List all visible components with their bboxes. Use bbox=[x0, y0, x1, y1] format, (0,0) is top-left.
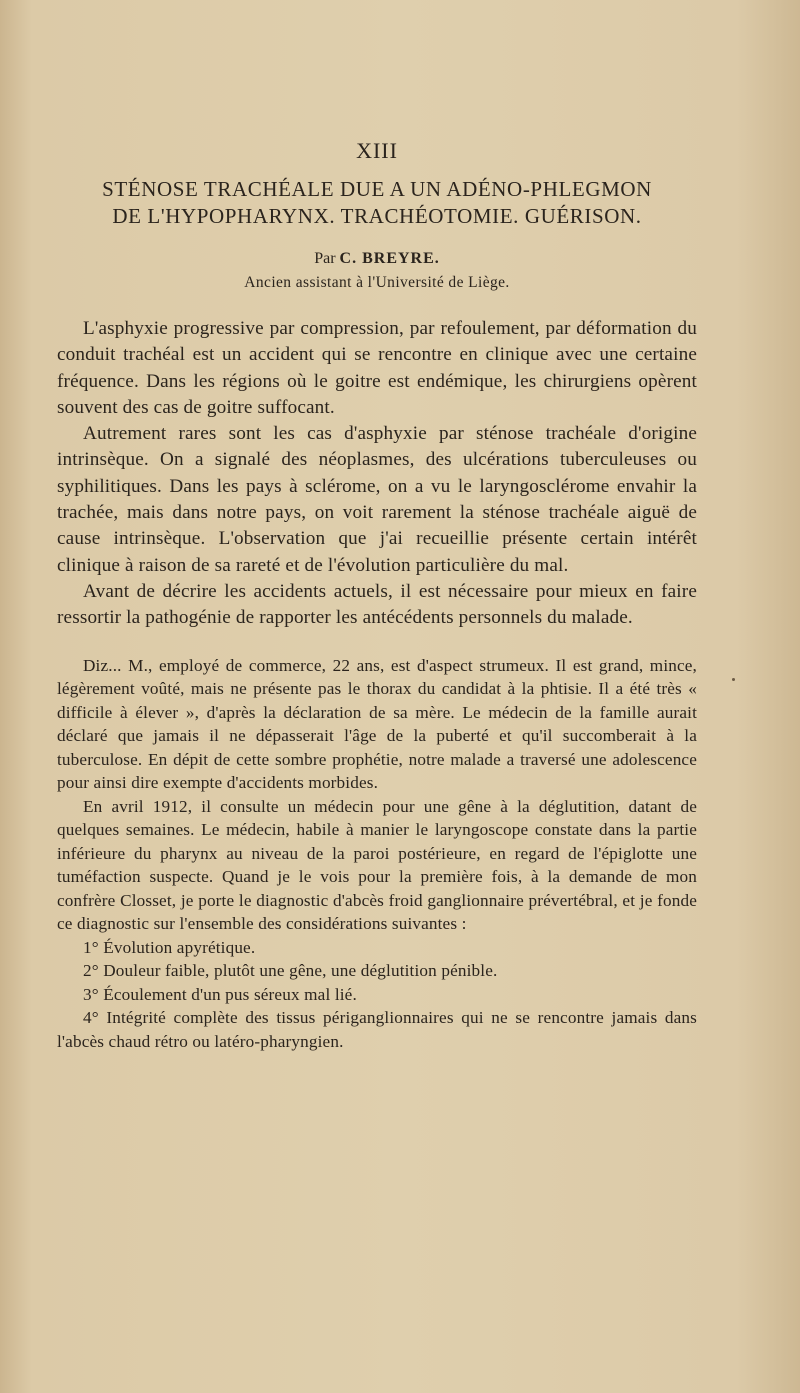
paragraph-intrinsic-stenosis: Autrement rares sont les cas d'asphyxie par sténose trachéale d'origine intrinsèque. On a signalé des néoplasmes, des ulcérations tuberculeuses ou syphilitiques. Dans les pays à sclérome, on a vu le laryngosclérome envahir la trachée, mais dans notre pays, on voit rarement la sténose trachéale aiguë de cause intrinsèque. L'observation que j'ai recueillie présente certain intérêt clinique à raison de sa rareté et de l'évolution particulière du mal. bbox=[57, 423, 697, 576]
paper-speck bbox=[732, 678, 735, 681]
article-title bbox=[57, 176, 697, 230]
paragraph-intro: L'asphyxie progressive par compression, par refoulement, par déformation du conduit trachéal est un accident qui se rencontre en clinique avec une certaine fréquence. Dans les régions où le goitre est endémique, les chirurgiens opèrent souvent des cas de goitre suffocant. bbox=[57, 318, 697, 418]
paragraph-consultation: En avril 1912, il consulte un médecin pour une gêne à la déglutition, datant de quelques semaines. Le médecin, habile à manier le laryngoscope constate dans la partie inférieure du pharynx au niveau de la paroi postérieure, en regard de l'épiglotte une tuméfaction suspecte. Quand je le vois pour la première fois, à la demande de mon confrère Closset, je porte le diagnostic d'abcès froid ganglionnaire prévertébral, et je fonde ce diagnostic sur l'ensemble des considérations suivantes : bbox=[57, 796, 697, 934]
paragraph-patient-history: Diz... M., employé de commerce, 22 ans, est d'aspect strumeux. Il est grand, mince, légèrement voûté, mais ne présente pas le thorax du candidat à la phtisie. Il a été très « difficile à élever », d'après la déclaration de sa mère. Le médecin de la famille aurait déclaré que jamais il ne dépasserait l'âge de la puberté et qu'il succomberait à la tuberculose. En dépit de cette sombre prophétie, notre malade a traversé une adolescence pour ainsi dire exempte d'accidents morbides. bbox=[57, 655, 697, 793]
author-name: C. BREYRE. bbox=[339, 250, 440, 267]
section-gap bbox=[57, 632, 697, 654]
list-item: 3° Écoulement d'un pus séreux mal lié. bbox=[83, 984, 357, 1004]
list-item: 1° Évolution apyrétique. bbox=[83, 937, 256, 957]
title-line-1: STÉNOSE TRACHÉALE DUE A UN ADÉNO-PHLEGMON bbox=[102, 177, 652, 201]
article bbox=[57, 138, 697, 1053]
list-item: 4° Intégrité complète des tissus périganglionnaires qui ne se rencontre jamais dans l'abcès chaud rétro ou latéro-pharyngien. bbox=[57, 1008, 697, 1051]
author-affiliation: Ancien assistant à l'Université de Liège. bbox=[244, 274, 510, 291]
author-prefix: Par bbox=[314, 250, 336, 267]
title-line-2: DE L'HYPOPHARYNX. TRACHÉOTOMIE. GUÉRISON. bbox=[112, 204, 642, 228]
author-line bbox=[57, 248, 697, 270]
list-item: 2° Douleur faible, plutôt une gêne, une déglutition pénible. bbox=[83, 961, 498, 981]
paragraph-antecedents-intro: Avant de décrire les accidents actuels, il est nécessaire pour mieux en faire ressortir la pathogénie de rapporter les antécédents personnels du malade. bbox=[57, 580, 697, 629]
diagnosis-considerations-list bbox=[57, 936, 697, 1054]
chapter-number: XIII bbox=[356, 138, 398, 163]
